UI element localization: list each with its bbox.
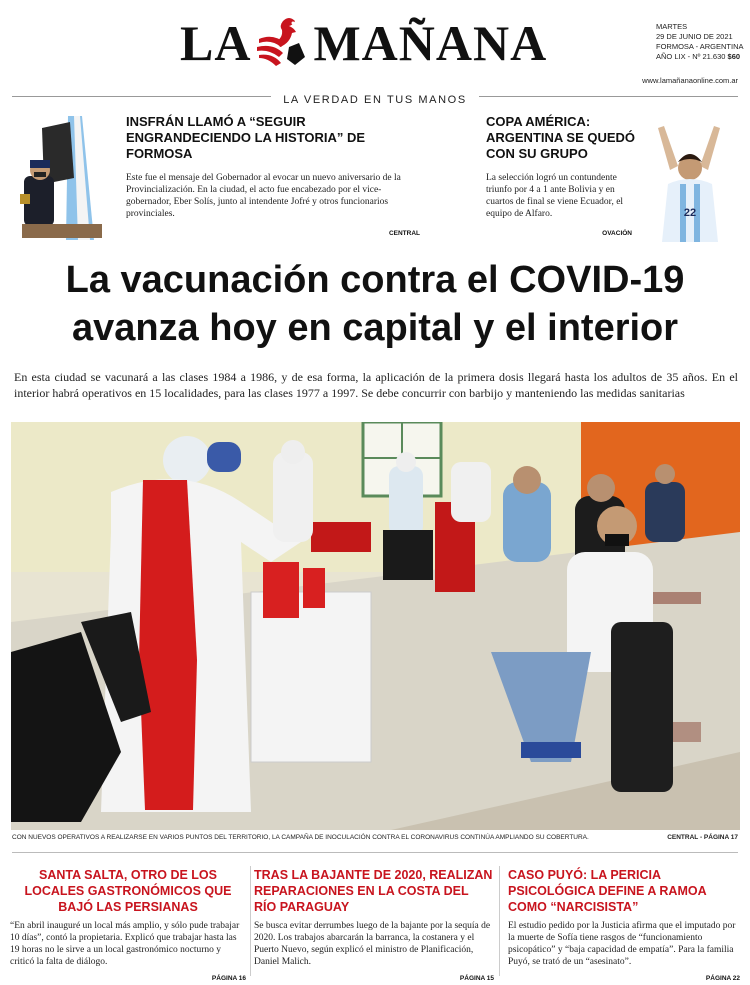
photo-caption-text: CON NUEVOS OPERATIVOS A REALIZARSE EN VARIOS PUNTOS DEL TERRITORIO, LA CAMPAÑA DE INOCULACIÓN CONTRA EL CORONAVIRUS CONTINÚA AMPLIANDO SU COBERTURA. — [12, 834, 589, 841]
story-rio-paraguay[interactable] — [254, 867, 494, 982]
main-lede: En esta ciudad se vacunará a las clases 1984 a 1986, y de esa forma, la aplicación de la primera dosis llegará hasta los adultos de 35 años. En el interior habrá operativos en 15 localidades, para las clases 1977 a 1997. Se debe concurrir con barbijo y manteniendo las medidas sanitarias — [14, 370, 738, 400]
teaser-insfran-body: Este fue el mensaje del Gobernador al evocar un nuevo aniversario de la Provincialización. En la ciudad, el acto fue encabezado por el vice-gobernador, Eber Solís, junto al intendente Jofré y otros funcionarios provinciales. — [126, 173, 401, 219]
teaser-insfran-title: INSFRÁN LLAMÓ A “SEGUIR ENGRANDECIENDO LA HISTORIA” DE FORMOSA — [126, 114, 366, 161]
column-separator — [250, 866, 251, 976]
vaccination-photo — [11, 422, 740, 830]
masthead — [0, 0, 750, 110]
logo-text-left: LA — [180, 15, 252, 71]
newspaper-logo[interactable] — [180, 14, 547, 72]
svg-text:22: 22 — [683, 207, 697, 219]
story-santa-salta-body: “En abril inauguré un local más amplio, y sólo pude trabajar 10 días”, contó la propietaria. Explicó que trabajar hasta las 19 horas no le sirve a un local gastronómico nocturno y criticó la falta de diálogo. — [10, 921, 240, 967]
story-santa-salta-title: SANTA SALTA, OTRO DE LOS LOCALES GASTRONÓMICOS QUE BAJÓ LAS PERSIANAS — [24, 868, 232, 914]
bottom-divider — [12, 852, 738, 853]
rooster-icon — [253, 15, 311, 71]
teaser-copa-title: COPA AMÉRICA: ARGENTINA SE QUEDÓ CON SU GRUPO — [486, 114, 636, 161]
story-santa-salta-page: PÁGINA 16 — [211, 975, 246, 982]
main-headline-line1: La vacunación contra el COVID-19 — [65, 259, 685, 301]
website-link[interactable]: www.lamañanaonline.com.ar — [642, 76, 738, 85]
teaser-insfran[interactable] — [126, 114, 422, 237]
story-caso-puyo-body: El estudio pedido por la Justicia afirma que el imputado por la muerte de Sofía tiene rasgos de “funcionamiento psicopático” y “baja capacidad de empatía”. Para la familia Puyó, se trató de un “asesinato”. — [508, 921, 736, 967]
teaser-copa-section: OVACIÓN — [602, 230, 632, 237]
tagline-text: LA VERDAD EN TUS MANOS — [271, 94, 479, 106]
story-rio-paraguay-body: Se busca evitar derrumbes luego de la bajante por la sequía de 2020. Los trabajos abarcarán la barranca, la costanera y el Puerto Nuevo, según explicó el ministro de Planificación, Daniel Malich. — [254, 921, 491, 967]
dateline-edition: AÑO LIX - Nº 21.630 — [656, 52, 726, 61]
main-headline[interactable] — [0, 256, 750, 352]
tagline — [0, 90, 750, 108]
logo-text-right: MAÑANA — [313, 15, 548, 71]
statue-photo — [16, 116, 108, 240]
dateline — [656, 22, 744, 62]
dateline-date: 29 DE JUNIO DE 2021 — [656, 32, 733, 41]
story-caso-puyo[interactable] — [508, 867, 740, 982]
teaser-copa-body: La selección logró un contundente triunfo por 4 a 1 ante Bolivia y en cuartos de final se viene Ecuador, el equipo de Alfaro. — [486, 173, 624, 219]
teaser-copa-america[interactable] — [486, 114, 636, 237]
story-santa-salta[interactable] — [10, 867, 246, 982]
dateline-price: $60 — [727, 52, 741, 61]
teaser-insfran-section: CENTRAL — [388, 230, 420, 237]
story-rio-paraguay-title: TRAS LA BAJANTE DE 2020, REALIZAN REPARACIONES EN LA COSTA DEL RÍO PARAGUAY — [254, 868, 493, 914]
story-rio-paraguay-page: PÁGINA 15 — [459, 975, 494, 982]
main-headline-line2: avanza hoy en capital y el interior — [71, 307, 679, 349]
photo-caption-page: CENTRAL - PÁGINA 17 — [667, 834, 738, 841]
story-caso-puyo-title: CASO PUYÓ: LA PERICIA PSICOLÓGICA DEFINE A RAMOA COMO “NARCISISTA” — [508, 868, 707, 914]
dateline-day: MARTES — [656, 22, 688, 31]
dateline-place: FORMOSA - ARGENTINA — [656, 42, 744, 51]
story-caso-puyo-page: PÁGINA 22 — [705, 975, 740, 982]
photo-caption — [12, 834, 738, 841]
column-separator — [499, 866, 500, 976]
player-photo — [644, 118, 728, 242]
